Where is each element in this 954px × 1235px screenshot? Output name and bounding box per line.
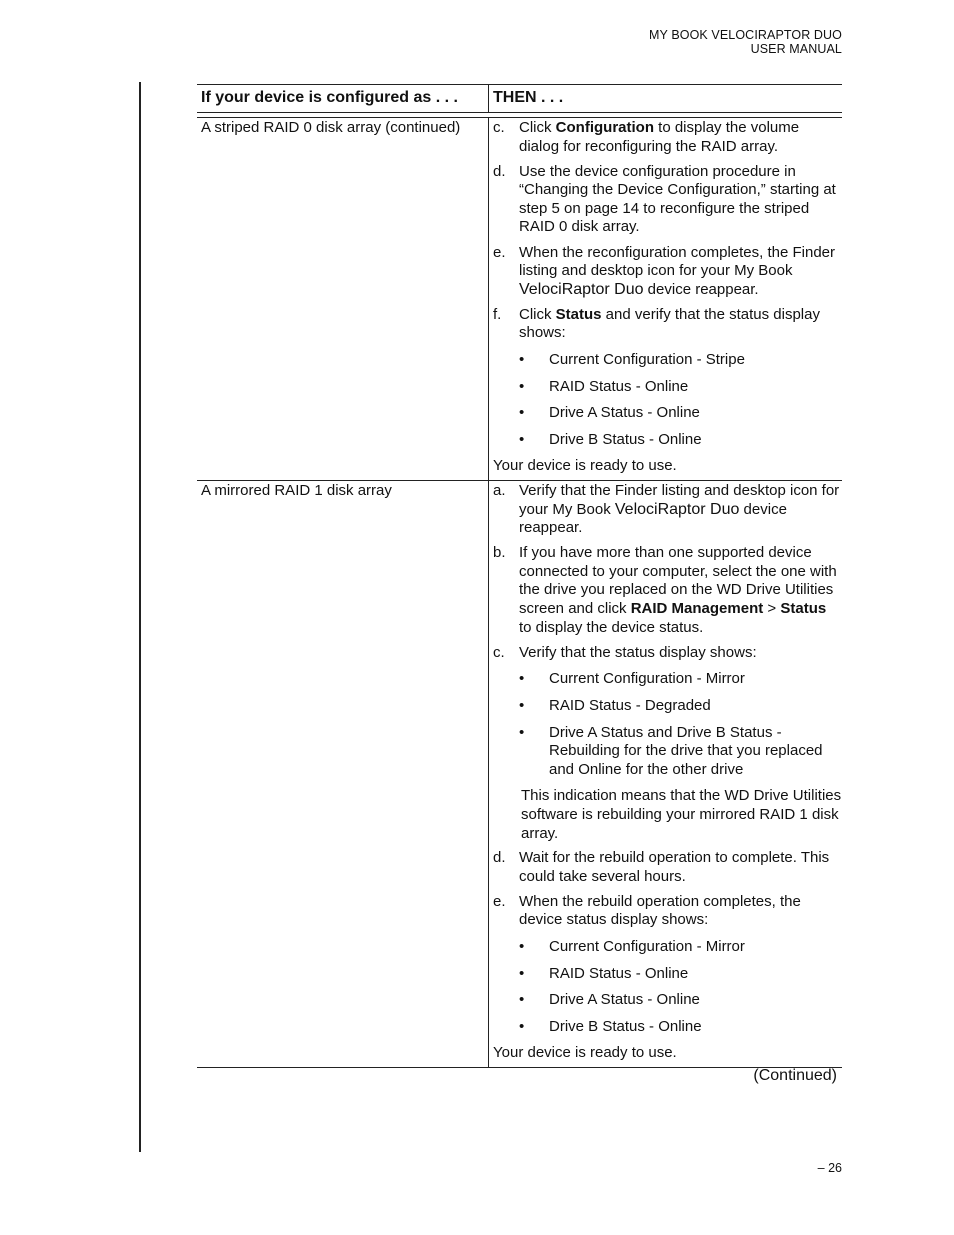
table-header-row	[197, 85, 842, 113]
configuration-table	[197, 84, 842, 1068]
page-number: – 26	[817, 1161, 842, 1175]
step-label: d.	[493, 849, 506, 867]
step-label: b.	[493, 544, 506, 562]
bullet-item: • Current Configuration - Mirror	[519, 937, 745, 955]
bullet-icon: •	[519, 964, 525, 982]
step-item	[493, 244, 842, 300]
step-item	[493, 119, 842, 156]
step-item	[493, 893, 842, 930]
rebuild-note: This indication means that the WD Drive Utilities software is rebuilding your mirrored RAID 1 disk array.	[521, 787, 842, 842]
step-item	[493, 163, 842, 237]
bullet-item: • Drive A Status and Drive B Status - Rebuilding for the drive that you replaced and Online for the other drive	[519, 723, 823, 778]
step-text: Click Configuration to display the volume dialog for reconfiguring the RAID array.	[519, 119, 800, 155]
bullet-icon: •	[519, 430, 525, 448]
bullet-icon: •	[519, 723, 525, 741]
step-text: If you have more than one supported device connected to your computer, select the one with the drive you replaced on the WD Drive Utilities screen and click RAID Management > Status to display the device status.	[519, 544, 837, 636]
step-label: c.	[493, 643, 505, 661]
running-header	[649, 28, 842, 56]
step-text: Verify that the Finder listing and desktop icon for your My Book VelociRaptor Duo device reappear.	[519, 482, 840, 537]
bullet-icon: •	[519, 1017, 525, 1035]
step-label: d.	[493, 162, 506, 180]
step-text: Use the device configuration procedure in “Changing the Device Configuration,” starting at step 5 on page 14 to reconfigure the striped RAID 0 disk array.	[519, 162, 836, 236]
step-item	[493, 849, 842, 886]
bullet-item: • Drive A Status - Online	[519, 404, 700, 422]
step-item	[493, 544, 842, 637]
header-subtitle: USER MANUAL	[750, 42, 842, 56]
bullet-icon: •	[519, 670, 525, 688]
bullet-item: • RAID Status - Online	[519, 964, 689, 982]
step-text: When the rebuild operation completes, the device status display shows:	[519, 892, 801, 929]
row-condition: A striped RAID 0 disk array (continued)	[201, 119, 461, 136]
step-label: a.	[493, 482, 506, 499]
step-text: Click Status and verify that the status display shows:	[519, 305, 820, 342]
margin-rule	[139, 82, 141, 1152]
step-label: e.	[493, 892, 506, 910]
step-label: e.	[493, 243, 506, 261]
step-text: Verify that the status display shows:	[519, 643, 757, 661]
step-item	[493, 306, 842, 343]
ready-message: Your device is ready to use.	[493, 457, 677, 475]
bullet-icon: •	[519, 991, 525, 1009]
bullet-item: • Current Configuration - Mirror	[519, 670, 745, 688]
step-text: Wait for the rebuild operation to complete. This could take several hours.	[519, 849, 830, 885]
bullet-item: • Drive A Status - Online	[519, 991, 700, 1009]
column-header-configured-as: If your device is configured as . . .	[201, 89, 458, 106]
step-item	[493, 644, 842, 663]
bullet-item: • RAID Status - Online	[519, 377, 689, 395]
bullet-icon: •	[519, 404, 525, 422]
table-row	[197, 118, 842, 481]
column-header-then: THEN . . .	[488, 85, 842, 112]
bullet-icon: •	[519, 377, 525, 395]
row-steps	[488, 481, 842, 1067]
step-item	[493, 482, 842, 538]
bullet-icon: •	[519, 696, 525, 714]
row-condition: A mirrored RAID 1 disk array	[201, 482, 392, 499]
bullet-item: • Drive B Status - Online	[519, 1017, 702, 1035]
bullet-icon: •	[519, 937, 525, 955]
bullet-icon: •	[519, 351, 525, 369]
header-title: MY BOOK VELOCIRAPTOR DUO	[649, 28, 842, 42]
table-row	[197, 481, 842, 1068]
step-text: When the reconfiguration completes, the Finder listing and desktop icon for your My Book VelociRaptor Duo device reappear.	[519, 243, 836, 298]
bullet-item: • RAID Status - Degraded	[519, 696, 711, 714]
row-steps	[488, 118, 842, 480]
ready-message: Your device is ready to use.	[493, 1044, 677, 1062]
bullet-item: • Current Configuration - Stripe	[519, 351, 745, 369]
bullet-item: • Drive B Status - Online	[519, 430, 702, 448]
step-label: c.	[493, 119, 505, 136]
continued-label: (Continued)	[753, 1067, 837, 1084]
step-label: f.	[493, 305, 502, 323]
